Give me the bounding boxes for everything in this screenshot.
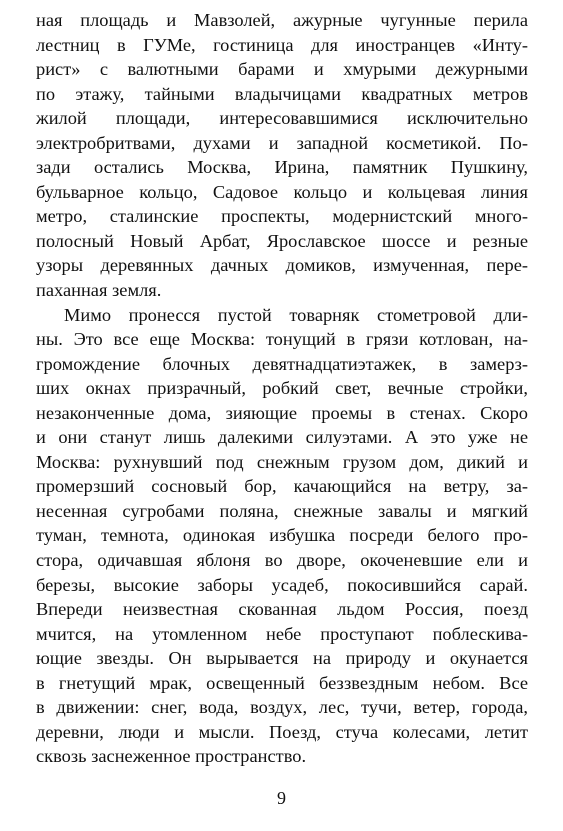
text-line: и они станут лишь далекими силуэтами. А это уже не [36,427,528,448]
text-line: незаконченные дома, зияющие проемы в стенах. Скоро [36,402,528,423]
text-line: зади остались Москва, Ирина, памятник Пушкину, [36,157,528,178]
text-line: промерзший сосновый бор, качающийся на ветру, за- [36,476,528,497]
text-line: березы, высокие заборы усадеб, покосившийся сарай. [36,574,528,595]
text-line: ших окнах призрачный, робкий свет, вечные стройки, [36,378,528,399]
paragraph-2 [36,303,528,769]
text-line: в движении: снег, вода, воздух, лес, тучи, ветер, города, [36,697,528,718]
text-line: в гнетущий мрак, освещенный беззвездным небом. Все [36,672,528,693]
text-line: метро, сталинские проспекты, модернистский много- [36,206,528,227]
text-line: электробритвами, духами и западной косметикой. По- [36,132,528,153]
text-line: рист» с валютными барами и хмурыми дежурными [36,59,528,80]
text-line: ющие звезды. Он вырывается на природу и окунается [36,648,528,669]
paragraph-1 [36,8,528,303]
text-line: полосный Новый Арбат, Ярославское шоссе и резные [36,230,528,251]
text-line: Москва: рухнувший под снежным грузом дом, дикий и [36,451,528,472]
text-line: узоры деревянных дачных домиков, измученная, пере- [36,255,528,276]
text-line: деревни, люди и мысли. Поезд, стуча колесами, летит [36,721,528,742]
text-line: сквозь заснеженное пространство. [36,746,307,767]
text-line: по этажу, тайными владычицами квадратных метров [36,83,528,104]
text-line: мчится, на утомленном небе проступают поблескива- [36,623,528,644]
body-text [36,8,528,769]
text-line: бульварное кольцо, Садовое кольцо и кольцевая линия [36,181,528,202]
text-line: туман, темнота, одинокая избушка посреди белого про- [36,525,528,546]
text-line: жилой площади, интересовавшимися исключительно [36,108,528,129]
text-line: стора, одичавшая яблоня во дворе, окоченевшие ели и [36,550,528,571]
text-line: несенная сугробами поляна, снежные завалы и мягкий [36,500,528,521]
text-line: паханная земля. [36,280,162,301]
text-line: ны. Это все еще Москва: тонущий в грязи котлован, на- [36,329,528,350]
text-line: громождение блочных девятнадцатиэтажек, в замерз- [36,353,528,374]
text-line: лестниц в ГУМе, гостиница для иностранцев «Инту- [36,34,528,55]
text-line: Мимо пронесся пустой товарняк стометровой дли- [64,304,528,325]
page-number: 9 [277,788,286,808]
text-line: ная площадь и Мавзолей, ажурные чугунные перила [36,10,528,30]
text-line: Впереди неизвестная скованная льдом Россия, поезд [36,599,528,620]
